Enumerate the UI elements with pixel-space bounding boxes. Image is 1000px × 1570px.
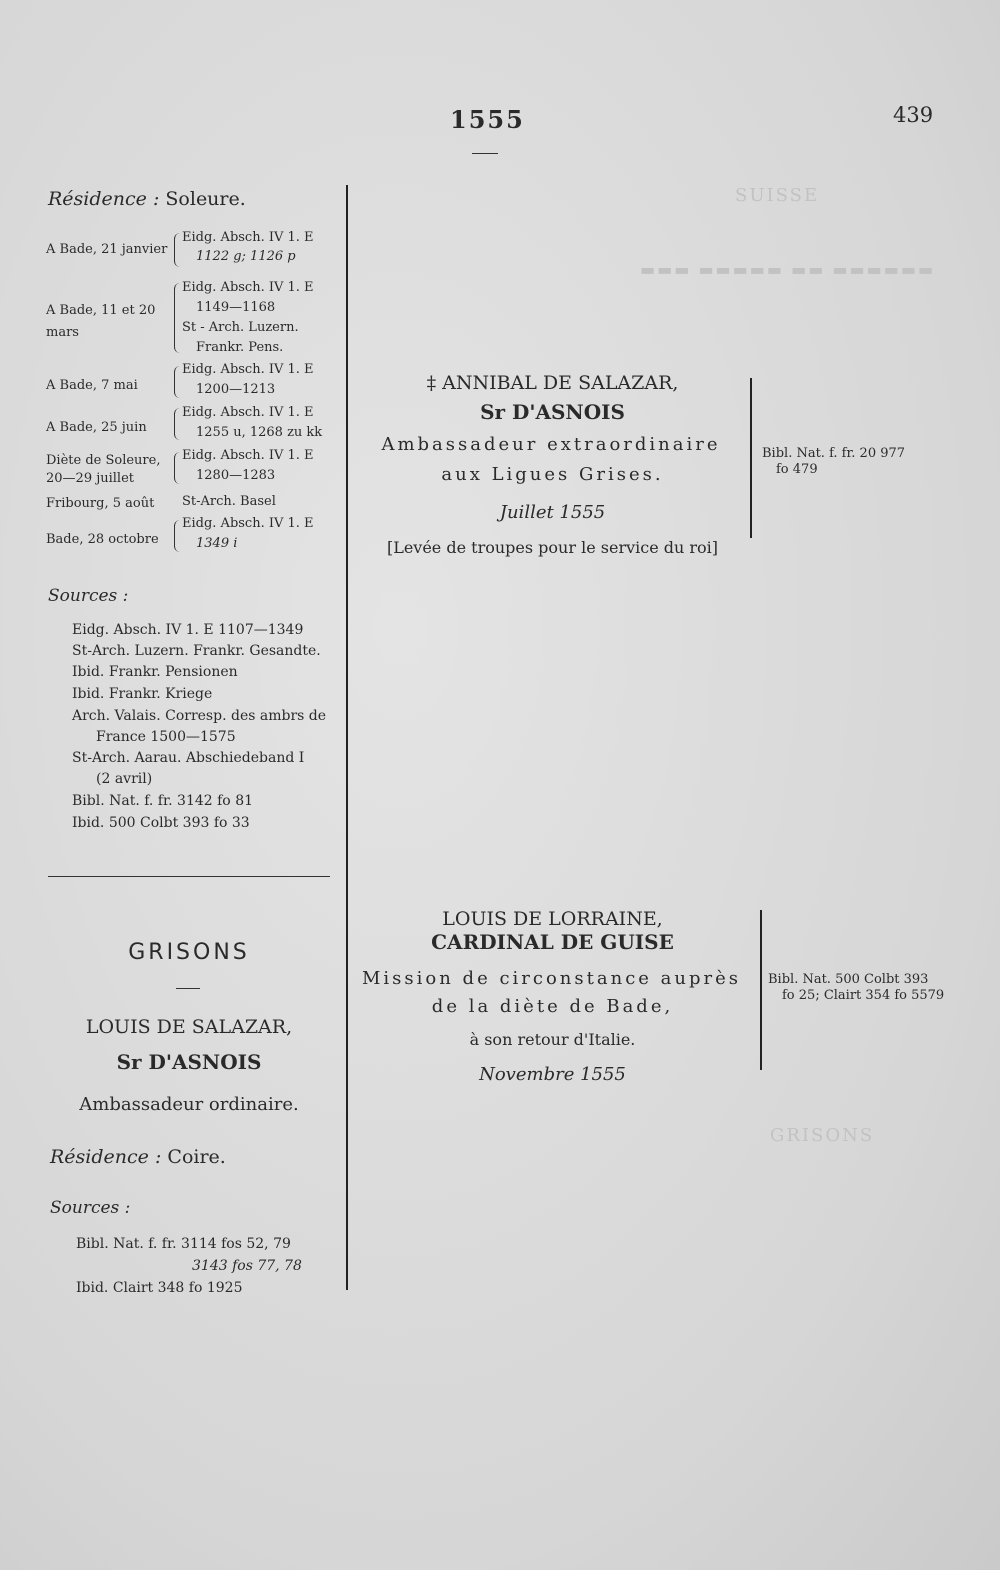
block2-role: à son retour d'Italie.: [469, 1030, 636, 1049]
entry-ref: 1349 i: [196, 536, 238, 551]
block1-date: Juillet 1555: [499, 502, 606, 523]
source-item: Ibid. Frankr. Pensionen: [72, 664, 238, 680]
entry-ref: 1280—1283: [196, 468, 276, 483]
section-rule: [48, 876, 330, 877]
residence-label: Résidence :: [48, 188, 160, 210]
block1-name: ‡ ANNIBAL DE SALAZAR,: [426, 372, 679, 394]
entry-ref: Eidg. Absch. IV 1. E: [182, 405, 314, 420]
entry-label: A Bade, 7 mai: [46, 378, 138, 393]
source-item: St-Arch. Luzern. Frankr. Gesandte.: [72, 643, 321, 659]
entry-ref: Eidg. Absch. IV 1. E: [182, 280, 314, 295]
person-name: LOUIS DE SALAZAR,: [85, 1016, 293, 1038]
header-rule: [472, 153, 498, 154]
entry-label: Fribourg, 5 août: [46, 496, 155, 511]
source-item: Arch. Valais. Corresp. des ambrs de: [72, 708, 327, 724]
block1-role: aux Ligues Grises.: [441, 464, 664, 485]
block2-title: CARDINAL DE GUISE: [431, 930, 674, 954]
page: SUISSE ▬▬▬ ▬▬▬▬▬ ▬▬ ▬▬▬▬▬▬ GRISONS 1555 439 Résidence : Soleure. A Bade, 21 janvier Eidg. Absch. IV 1. E 1122 g; 1126 p A Bade, 11 et 20 mars Eidg. Absch. IV 1. E 1149—1168 St - Arch. Luzern. Frankr. Pens. A Bade, 7 mai Eidg. Absch. IV 1. E 1200—1213 A Bade, 25 juin Eidg. Absch. IV 1. E 1255 u, 1268 zu kk Diète de Soleure, 20—29 juillet Eidg. Absch. IV 1. E 1280—1283 Fribourg, 5 août St-Arch. Basel Bade, 28 octobre Eidg. Absch. IV 1. E 1349 i Sources : Eidg. Absch. IV 1. E 1107—1349 St-Arch. Luzern. Frankr. Gesandte. Ibid. Frankr. Pensionen Ibid. Frankr. Kriege Arch. Valais. Corresp. des ambrs de France 1500—1575 St-Arch. Aarau. Abschiedeband I (2 avril) Bibl. Nat. f. fr. 3142 fo 81 Ibid. 500 Colbt 393 fo 33 GRISONS LOUIS DE SALAZAR, Sr D'ASNOIS Ambassadeur ordinaire. Résidence : Coire. Sources : Bibl. Nat. f. fr. 3114 fos 52, 79 3143 fos 77, 78 Ibid. Clairt 348 fo 1925 ‡ ANNIBAL DE SALAZAR, Sr D'ASNOIS Ambassadeur extraordinaire aux Ligues Grises. Juillet 1555 [Levée de troupes pour le service du roi] Bibl. Nat. f. fr. 20 977 fo 479 LOUIS DE LORRAINE, CARDINAL DE GUISE Mission de circonstance auprès de la diète de Bade, à son retour d'Italie. Novembre 1555 Bibl. Nat. 500 Colbt 393 fo 25; Clairt 354 fo 5579: [0, 0, 1000, 1570]
residence-line: [48, 188, 246, 210]
column-divider: [346, 185, 348, 1290]
entry-label: Bade, 28 octobre: [46, 532, 159, 547]
page-number: 439: [893, 103, 934, 127]
sources-label: Sources :: [48, 586, 129, 606]
block1-title: Sr D'ASNOIS: [480, 400, 625, 424]
source-item: St-Arch. Aarau. Abschiedeband I: [72, 750, 305, 766]
source-item: Eidg. Absch. IV 1. E 1107—1349: [72, 622, 304, 638]
grisons-residence: Résidence : Coire.: [50, 1146, 226, 1168]
block2-ref-bracket: [760, 910, 762, 1070]
block1-ref-bracket: [750, 378, 752, 538]
page-year: 1555: [450, 105, 525, 134]
entry-label: A Bade, 25 juin: [46, 420, 147, 435]
entry-ref: Eidg. Absch. IV 1. E: [182, 230, 314, 245]
person-role: Ambassadeur ordinaire.: [79, 1094, 299, 1115]
source-item: Ibid. 500 Colbt 393 fo 33: [72, 815, 250, 831]
entry-ref: Eidg. Absch. IV 1. E: [182, 516, 314, 531]
section-heading: GRISONS: [128, 940, 250, 965]
grisons-sources-label: Sources :: [50, 1198, 131, 1218]
person-title: Sr D'ASNOIS: [116, 1050, 262, 1074]
entry-label: A Bade, 11 et 20 mars: [46, 303, 156, 340]
block2-date: Novembre 1555: [479, 1064, 626, 1085]
source-item: (2 avril): [96, 771, 153, 787]
entry-label: Diète de Soleure, 20—29 juillet: [46, 453, 161, 486]
block1-ref: Bibl. Nat. f. fr. 20 977: [762, 446, 906, 461]
source-item: Bibl. Nat. f. fr. 3114 fos 52, 79: [76, 1236, 291, 1252]
entry-ref: St - Arch. Luzern.: [182, 320, 299, 335]
block2-role: Mission de circonstance auprès: [361, 968, 741, 989]
entry-ref: Frankr. Pens.: [196, 340, 284, 355]
block2-ref: Bibl. Nat. 500 Colbt 393: [768, 972, 929, 987]
block1-note: [Levée de troupes pour le service du roi]: [386, 538, 719, 557]
block1-role: Ambassadeur extraordinaire: [381, 434, 721, 455]
block1-ref: fo 479: [776, 462, 818, 477]
source-item: Ibid. Clairt 348 fo 1925: [76, 1280, 243, 1296]
entry-ref: 1149—1168: [196, 300, 276, 315]
entry-ref: 1200—1213: [196, 382, 276, 397]
source-item: France 1500—1575: [96, 729, 236, 745]
source-item: Bibl. Nat. f. fr. 3142 fo 81: [72, 793, 254, 809]
entry-ref: 1255 u, 1268 zu kk: [196, 425, 323, 440]
entry-ref: St-Arch. Basel: [182, 494, 276, 509]
entry-label: A Bade, 21 janvier: [46, 242, 168, 257]
entry-ref: 1122 g; 1126 p: [196, 249, 296, 264]
entry-ref: Eidg. Absch. IV 1. E: [182, 448, 314, 463]
block2-ref: fo 25; Clairt 354 fo 5579: [782, 988, 945, 1003]
entry-ref: Eidg. Absch. IV 1. E: [182, 362, 314, 377]
block2-role: de la diète de Bade,: [431, 996, 674, 1017]
bleed-through: SUISSE: [735, 185, 820, 206]
residence-value: Soleure.: [165, 188, 246, 210]
block2-name: LOUIS DE LORRAINE,: [442, 908, 663, 930]
source-item: 3143 fos 77, 78: [192, 1258, 302, 1274]
source-item: Ibid. Frankr. Kriege: [72, 686, 213, 702]
